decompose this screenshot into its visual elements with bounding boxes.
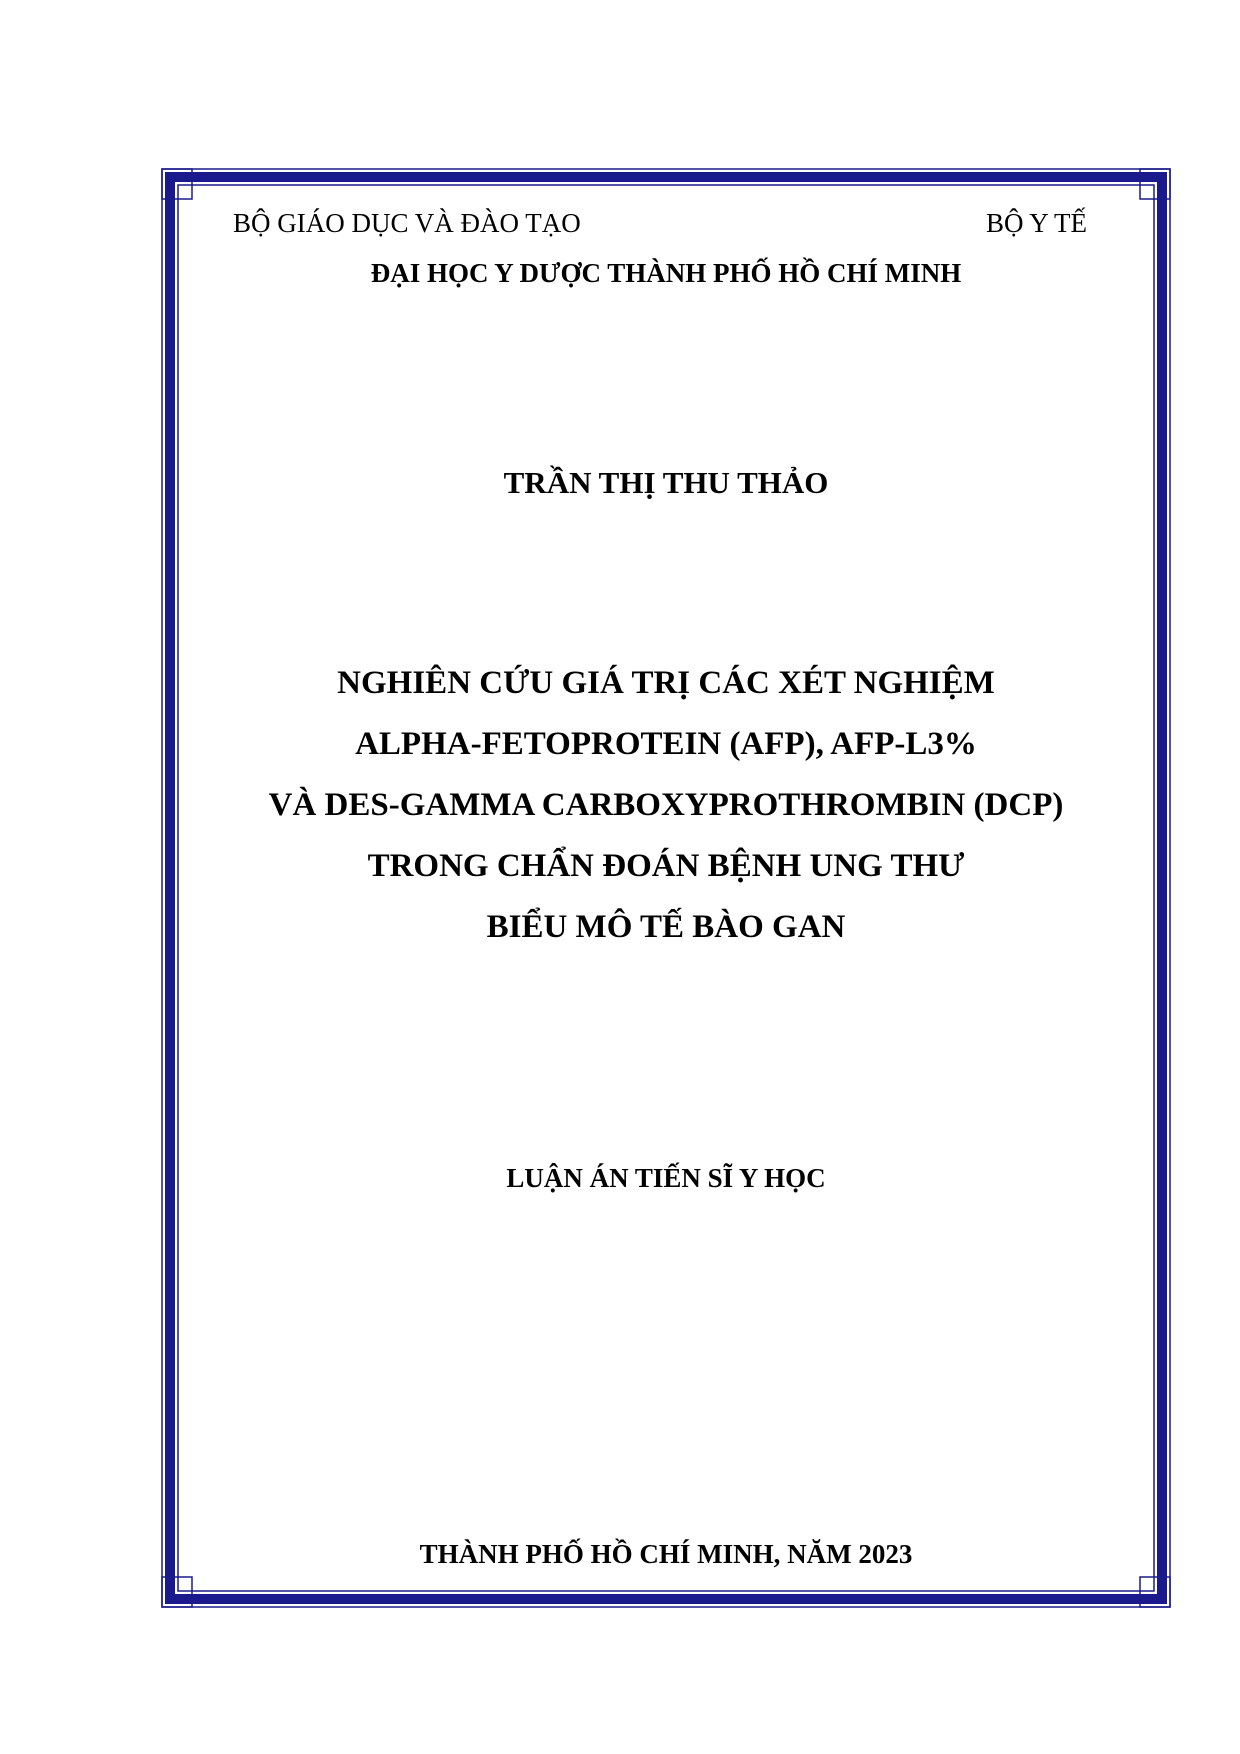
ministry-education: BỘ GIÁO DỤC VÀ ĐÀO TẠO — [233, 208, 581, 238]
university-name: ĐẠI HỌC Y DƯỢC THÀNH PHỐ HỒ CHÍ MINH — [370, 258, 962, 288]
place-and-year: THÀNH PHỐ HỒ CHÍ MINH, NĂM 2023 — [419, 1539, 913, 1569]
title-line: BIỂU MÔ TẾ BÀO GAN — [486, 909, 846, 945]
title-line: NGHIÊN CỨU GIÁ TRỊ CÁC XÉT NGHIỆM — [337, 665, 995, 701]
author-name: TRẦN THỊ THU THẢO — [503, 465, 829, 500]
degree-type: LUẬN ÁN TIẾN SĨ Y HỌC — [506, 1163, 826, 1193]
title-line: TRONG CHẨN ĐOÁN BỆNH UNG THƯ — [367, 848, 965, 884]
title-line: VÀ DES-GAMMA CARBOXYPROTHROMBIN (DCP) — [268, 787, 1064, 823]
ministry-health: BỘ Y TẾ — [986, 208, 1087, 238]
thesis-title — [0, 664, 1240, 969]
title-line: ALPHA-FETOPROTEIN (AFP), AFP-L3% — [355, 726, 977, 762]
